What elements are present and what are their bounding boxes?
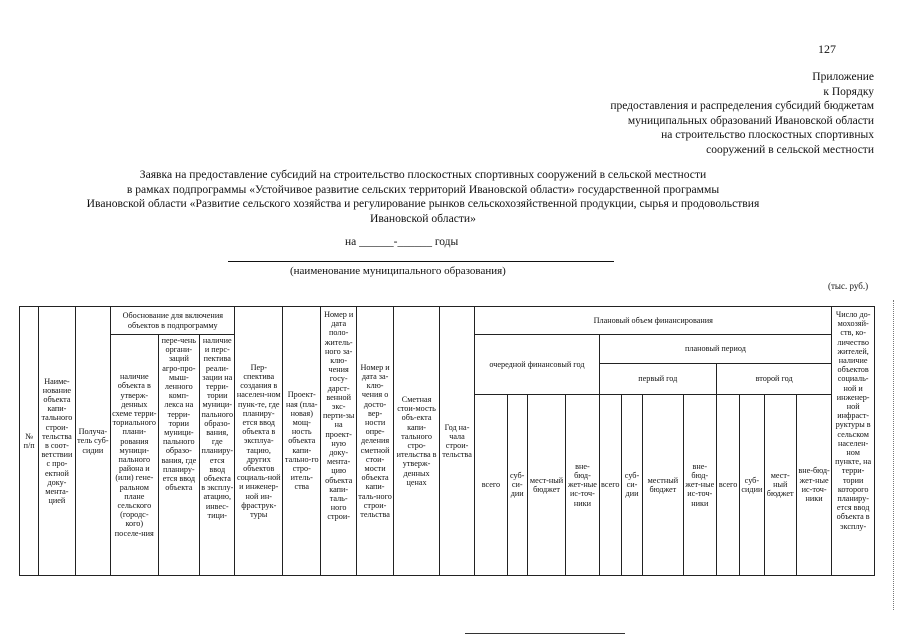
appendix-line: к Порядку <box>823 85 874 98</box>
page-edge-mark <box>893 300 894 610</box>
header-perspective: Пер-спектива создания в населен-ном пунк-те, где планиру-ется ввод объекта в эксплуа-тацию, других объектов социаль-ной и инженер-ной ин-фраструк-туры <box>235 307 283 576</box>
header-no: № п/п <box>20 307 39 576</box>
header-start-year: Год на-чала строи-тельства <box>439 307 474 576</box>
footer-rule <box>465 633 625 634</box>
municipality-caption: (наименование муниципального образования) <box>290 265 506 277</box>
header-estimated-cost: Сметная стои-мость объ-екта капи-тального стро-ительства в утверж-денных ценах <box>394 307 440 576</box>
header-funding-planned: плановый период <box>599 335 832 364</box>
header-recipient: Получа-тель суб-сидии <box>75 307 110 576</box>
header-year2-offbudget: вне-бюд-жет-ные ис-точ-ники <box>796 394 831 575</box>
header-funding: Плановый объем финансирования <box>475 307 832 335</box>
header-current-subsidies: суб-си-дии <box>507 394 527 575</box>
units-label: (тыс. руб.) <box>828 281 869 291</box>
header-funding-year1: первый год <box>599 363 716 394</box>
header-current-local: мест-ный бюджет <box>527 394 565 575</box>
appendix-heading <box>474 70 874 158</box>
header-capacity: Проект-ная (пла-новая) мощ-ность объекта капи-тально-го стро-итель-ства <box>283 307 321 576</box>
header-year2-subsidies: суб-сидии <box>740 394 764 575</box>
header-just-organizations: пере-чень органи-заций агро-про-мыш-ленного комп-лекса на терри-тории муници-пального образо-вания, где планиру-ется ввод объекта <box>158 335 199 576</box>
header-year2-total: всего <box>716 394 739 575</box>
appendix-line: на строительство плоскостных спортивных <box>661 129 874 142</box>
title-line: Ивановской области «Развитие сельского хозяйства и регулирование рынков сельскохозяйственной продукции, сырья и продовольствия <box>86 197 760 211</box>
header-year2-local: мест-ный бюджет <box>764 394 796 575</box>
appendix-line: предоставления и распределения субсидий бюджетам <box>610 100 874 113</box>
header-just-investment: наличие и перс-пектива реали-зации на терри-тории муници-пального образо-вания, где планиру-ется ввод объекта в эксплу-атацию, инвес-тици- <box>200 335 235 576</box>
document-title <box>28 168 818 226</box>
header-expertise: Номер и дата поло-житель-ного за-клю-чения госу-дарст-венной экс-перти-зы на проект-ную доку-мента-цию объекта капи-таль-ного строи- <box>321 307 356 576</box>
header-year1-subsidies: суб-си-дии <box>621 394 642 575</box>
page-number: 127 <box>818 42 836 56</box>
header-year1-local: местный бюджет <box>643 394 683 575</box>
header-current-total: всего <box>475 394 507 575</box>
appendix-line: муниципальных образований Ивановской области <box>627 114 874 127</box>
appendix-line: сооружений в сельской местности <box>706 143 874 156</box>
title-line: в рамках подпрограммы «Устойчивое развитие сельских территорий Ивановской области» государственной программы <box>126 182 720 196</box>
header-funding-year2: второй год <box>716 363 831 394</box>
header-year1-total: всего <box>599 394 621 575</box>
header-object-name: Наиме-нование объекта капи-тального строи-тельства в соот-ветствии с про-ектной доку-мента-цией <box>39 307 75 576</box>
application-table <box>19 306 875 576</box>
period-line: на ______-______ годы <box>345 236 459 248</box>
header-just-scheme: наличие объекта в утверж-денных схеме терри-ториального плани-рования муници-пального района и (или) гене-ральном плане сельского (городс-кого) поселе-ния <box>111 335 159 576</box>
header-estimate-check: Номер и дата за-клю-чения о досто-вер-ности опре-деления сметной стои-мости объекта капи-таль-ного строи-тельства <box>356 307 393 576</box>
header-current-offbudget: вне-бюд-жет-ные ис-точ-ники <box>566 394 599 575</box>
title-line: Ивановской области» <box>370 211 476 225</box>
municipality-underline <box>228 261 614 262</box>
header-population: Число до-мохозяй-ств, ко-личество жителей, наличие объектов социаль-ной и инженер-ной инфраст-руктуры в сельском населен-ном пункте, на терри-тории которого планиру-ется ввод объекта в эксплу- <box>832 307 875 576</box>
header-year1-offbudget: вне-бюд-жет-ные ис-точ-ники <box>683 394 716 575</box>
header-funding-current: очередной финансовый год <box>475 335 599 395</box>
header-justification: Обоснование для включения объектов в подпрограмму <box>111 307 235 335</box>
title-line: Заявка на предоставление субсидий на строительство плоскостных спортивных сооружений в сельской местности <box>139 168 707 181</box>
appendix-line: Приложение <box>812 71 874 83</box>
